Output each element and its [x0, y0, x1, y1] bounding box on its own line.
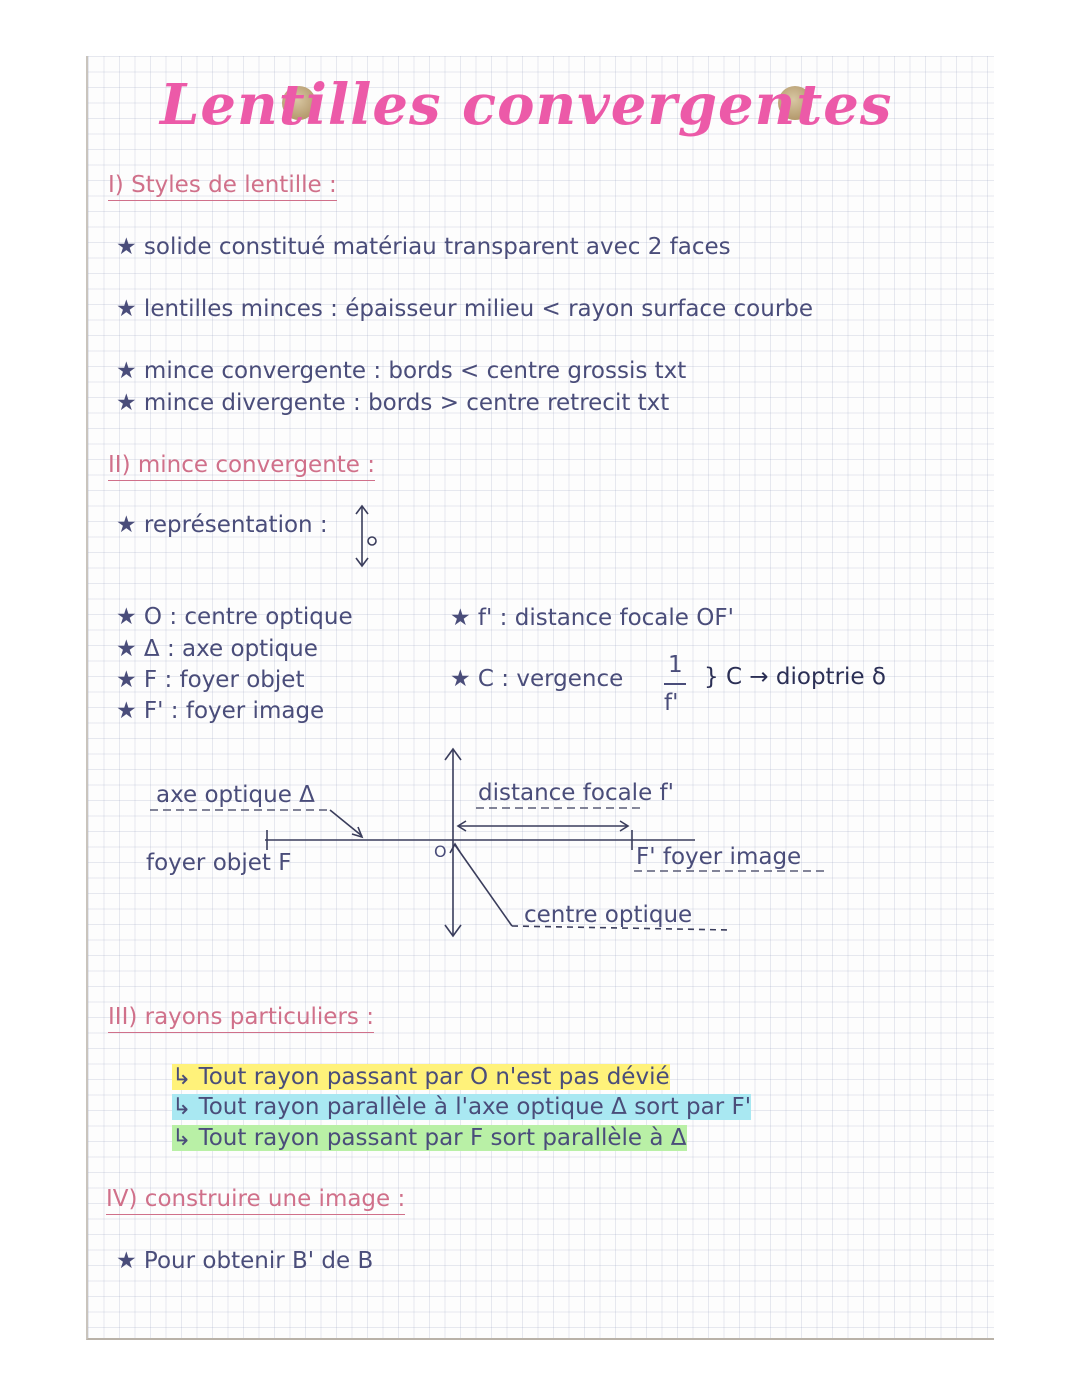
ray-rule-3-text: ↳ Tout rayon passant par F sort parallèle à Δ: [172, 1125, 687, 1151]
vergence-denominator: f': [664, 690, 679, 716]
definition-foyer-image: ★ F' : foyer image: [116, 698, 325, 724]
section-2-heading: [108, 452, 375, 478]
distance-focale-label: distance focale f': [478, 780, 674, 806]
section-1-line-1: ★ solide constitué matériau transparent avec 2 faces: [116, 234, 731, 260]
origin-label: O: [434, 842, 447, 861]
section-3-heading: [108, 1004, 374, 1030]
section-3-heading-text: III) rayons particuliers :: [108, 1004, 374, 1033]
section-1-heading: [108, 172, 337, 198]
foyer-objet-label: foyer objet F: [146, 850, 292, 876]
ray-rule-2: [172, 1094, 751, 1120]
definition-foyer-objet: ★ F : foyer objet: [116, 667, 305, 693]
ray-rule-1: [172, 1064, 670, 1090]
foyer-image-label: F' foyer image: [636, 844, 802, 870]
section-4-heading: [106, 1186, 405, 1212]
page-title: Lentilles convergentes: [160, 72, 893, 138]
axe-optique-label: axe optique Δ: [156, 782, 315, 808]
definition-distance-focale: ★ f' : distance focale OF': [450, 605, 734, 631]
vergence-fraction-bar: [664, 683, 686, 685]
section-2-heading-text: II) mince convergente :: [108, 452, 375, 481]
dioptrie-note: } C → dioptrie δ: [704, 664, 886, 690]
section-4-heading-text: IV) construire une image :: [106, 1186, 405, 1215]
ray-rule-3: [172, 1125, 687, 1151]
definition-vergence: ★ C : vergence: [450, 666, 624, 692]
section-1-heading-text: I) Styles de lentille :: [108, 172, 337, 201]
representation-label: ★ représentation :: [116, 512, 328, 538]
centre-optique-label: centre optique: [524, 902, 693, 928]
section-4-line: ★ Pour obtenir B' de B: [116, 1248, 374, 1274]
ray-rule-2-text: ↳ Tout rayon parallèle à l'axe optique Δ sort par F': [172, 1094, 752, 1120]
section-1-line-4: ★ mince divergente : bords > centre retrecit txt: [116, 390, 670, 416]
section-1-line-3: ★ mince convergente : bords < centre grossis txt: [116, 358, 687, 384]
definition-axe: ★ Δ : axe optique: [116, 636, 318, 662]
definition-centre: ★ O : centre optique: [116, 604, 353, 630]
vergence-numerator: 1: [668, 652, 683, 678]
section-1-line-2: ★ lentilles minces : épaisseur milieu < rayon surface courbe: [116, 296, 814, 322]
ray-rule-1-text: ↳ Tout rayon passant par O n'est pas dévié: [172, 1064, 670, 1090]
